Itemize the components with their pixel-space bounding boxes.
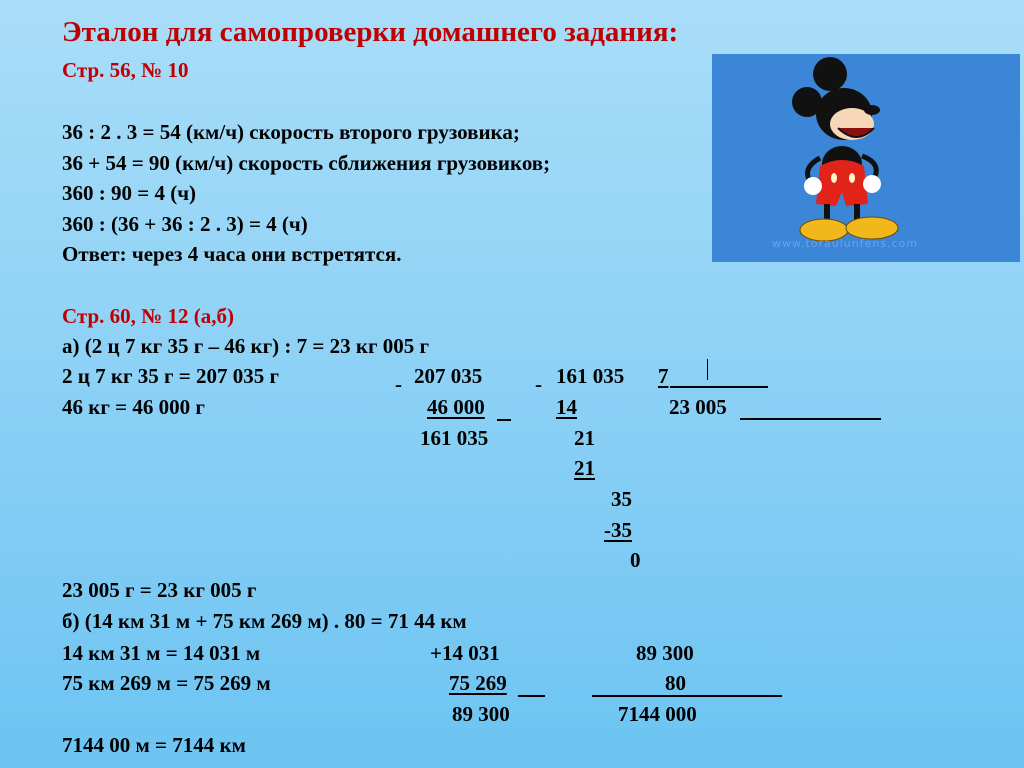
div-bracket xyxy=(707,359,708,380)
mul-factor: 80 xyxy=(665,671,686,695)
s1-answer: Ответ: через 4 часа они встретятся. xyxy=(62,242,402,266)
s2-a-line: а) (2 ц 7 кг 35 г – 46 кг) : 7 = 23 кг 005 г xyxy=(62,334,430,358)
div-rem-1: 21 xyxy=(574,426,595,450)
div-dividend: 161 035 xyxy=(556,364,625,388)
sub-underline xyxy=(497,419,511,421)
image-watermark: www.toraulunfens.com xyxy=(772,237,919,250)
section1-ref: Стр. 56, № 10 xyxy=(62,58,189,82)
div-rem-3: 0 xyxy=(630,548,641,572)
div-minus-sign: - xyxy=(535,372,542,396)
div-step-2: 21 xyxy=(574,456,595,480)
div-rem-2: 35 xyxy=(611,487,632,511)
s2-conv-3: 14 км 31 м = 14 031 м xyxy=(62,641,261,665)
mul-top: 89 300 xyxy=(636,641,694,665)
s2-b-line: б) (14 км 31 м + 75 км 269 м) . 80 = 71 44 км xyxy=(62,609,467,633)
div-quotient-line xyxy=(740,418,881,420)
s2-conv-2: 46 кг = 46 000 г xyxy=(62,395,205,419)
mul-underline xyxy=(592,695,782,697)
div-divisor-line xyxy=(670,386,768,388)
s2-conv-4: 75 км 269 м = 75 269 м xyxy=(62,671,271,695)
s1-line-4: 360 : (36 + 36 : 2 . 3) = 4 (ч) xyxy=(62,212,308,236)
s1-line-3: 360 : 90 = 4 (ч) xyxy=(62,181,197,205)
sub-minus-sign: - xyxy=(395,372,402,396)
section2-ref: Стр. 60, № 12 (а,б) xyxy=(62,304,234,328)
sub-subtrahend: 46 000 xyxy=(427,395,485,419)
div-divisor: 7 xyxy=(658,364,669,388)
s2-result-b: 7144 00 м = 7144 км xyxy=(62,733,246,757)
sub-result: 161 035 xyxy=(420,426,489,450)
page-title: Эталон для самопроверки домашнего задания: xyxy=(62,16,679,48)
s1-line-2: 36 + 54 = 90 (км/ч) скорость сближения грузовиков; xyxy=(62,151,551,175)
div-quotient: 23 005 xyxy=(669,395,727,419)
add-underline xyxy=(518,695,545,697)
add-bottom: 75 269 xyxy=(449,671,507,695)
sub-minuend: 207 035 xyxy=(414,364,483,388)
add-result: 89 300 xyxy=(452,702,510,726)
s2-conv-1: 2 ц 7 кг 35 г = 207 035 г xyxy=(62,364,280,388)
s2-result-a: 23 005 г = 23 кг 005 г xyxy=(62,578,257,602)
div-step-1: 14 xyxy=(556,395,577,419)
mickey-mouse-picture xyxy=(712,54,1020,262)
div-step-3: -35 xyxy=(604,518,632,542)
add-top: +14 031 xyxy=(430,641,500,665)
s1-line-1: 36 : 2 . 3 = 54 (км/ч) скорость второго грузовика; xyxy=(62,120,520,144)
mul-result: 7144 000 xyxy=(618,702,697,726)
